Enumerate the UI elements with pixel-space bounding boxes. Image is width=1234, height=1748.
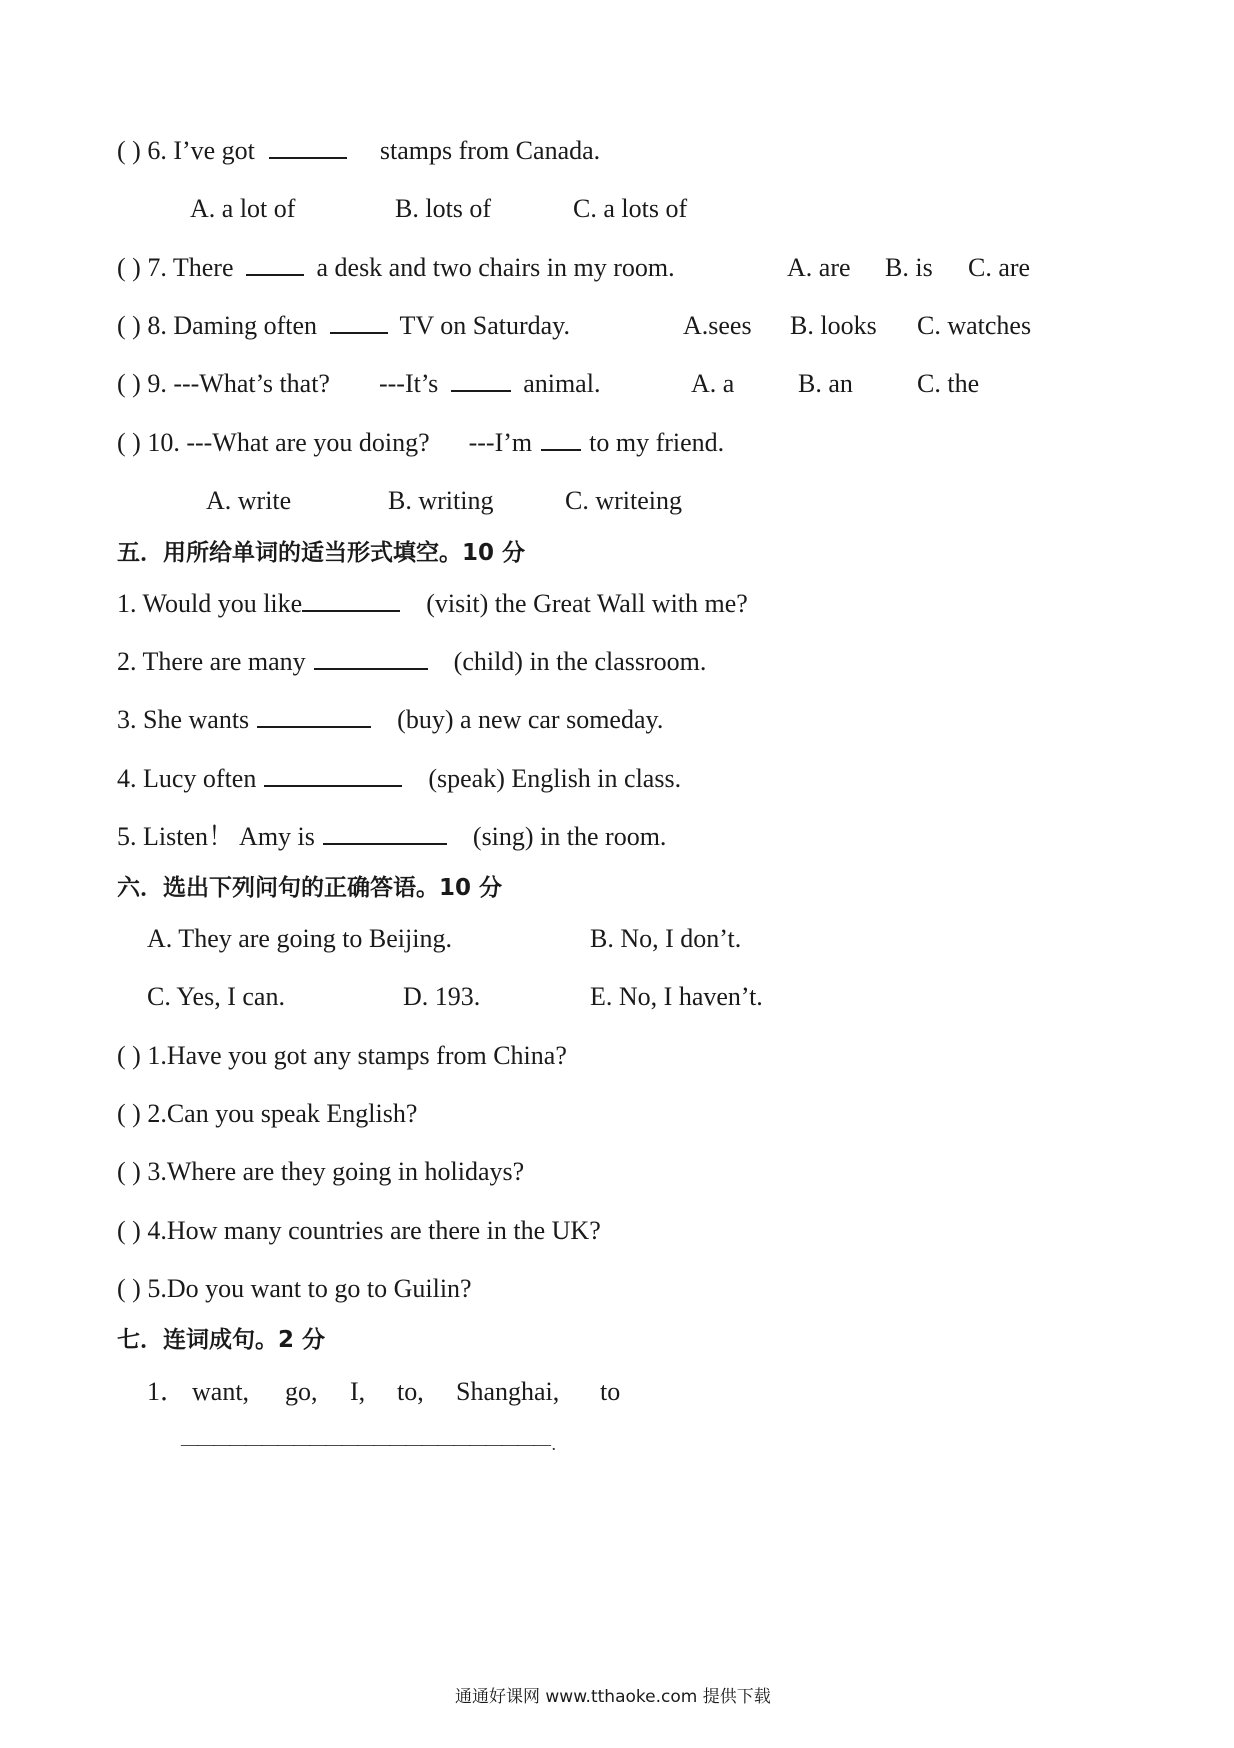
question-number: 6. [147,136,167,165]
match-question-4 [117,1216,601,1246]
answer-prefix: ---I’m [468,428,533,457]
fill-item-text: 5. Listen！ Amy is [117,822,315,851]
fill-item-text: 1. Would you like [117,589,303,618]
question-text: ---What are you doing? [186,428,430,457]
answer-prefix: ---It’s [378,369,439,398]
fill-item-text: 2. There are many [117,647,306,676]
section-5-heading: 五．用所给单词的适当形式填空。10 分 [117,540,526,566]
answer-paren: ( ) [117,428,141,457]
answer-paren: ( ) [117,311,141,340]
fill-item-text: 4. Lucy often [117,764,257,793]
answer-blank [269,137,347,159]
answer-line: ——————————————————————— . [181,1434,554,1454]
question-8 [117,311,570,341]
fill-blank [314,648,428,670]
option-c: C. writeing [565,486,682,515]
answer-blank [541,429,581,451]
option-c: C. the [917,369,980,398]
fill-item-3 [117,705,663,735]
answer-blank [330,312,388,334]
answer-paren: ( ) [117,1099,141,1128]
fill-item-text: 3. She wants [117,705,250,734]
match-question-2 [117,1099,417,1129]
word: Shanghai, [456,1377,560,1406]
answer-paren: ( ) [117,1157,141,1186]
answer-paren: ( ) [117,136,141,165]
option-a: A. write [206,486,292,515]
page-footer: 通通好课网 www.tthaoke.com 提供下载 [455,1687,771,1707]
answer-paren: ( ) [117,369,141,398]
answer-blank [246,254,304,276]
match-question-5 [117,1274,472,1304]
option-a: A.sees [683,311,752,340]
question-text-end: animal. [523,369,601,398]
fill-item-hint: (sing) in the room. [472,822,667,851]
option-a: A. are [787,253,851,282]
fill-item-2 [117,647,706,677]
question-number: 7. [147,253,167,282]
option-b: B. an [798,369,853,398]
answer-choice-a: A. They are going to Beijing. [147,924,452,953]
answer-choice-b: B. No, I don’t. [590,924,742,953]
word: go, [285,1377,318,1406]
match-question-text: 4.How many countries are there in the UK? [147,1216,601,1245]
answer-paren: ( ) [117,1274,141,1303]
fill-item-hint: (child) in the classroom. [453,647,707,676]
question-text: There [172,253,234,282]
fill-item-1 [117,589,748,619]
question-text: ---What’s that? [173,369,330,398]
match-question-text: 1.Have you got any stamps from China? [147,1041,567,1070]
question-10 [117,428,724,458]
fill-item-4 [117,764,681,794]
fill-blank [257,706,371,728]
option-a: A. a [691,369,735,398]
question-text-end: a desk and two chairs in my room. [316,253,675,282]
match-question-1 [117,1041,567,1071]
option-b: B. writing [388,486,494,515]
option-b: B. lots of [395,194,492,223]
match-question-text: 3.Where are they going in holidays? [147,1157,525,1186]
fill-blank [302,590,400,612]
answer-paren: ( ) [117,1041,141,1070]
answer-choice-e: E. No, I haven’t. [590,982,763,1011]
fill-item-5 [117,822,666,852]
option-c: C. watches [917,311,1032,340]
option-b: B. is [885,253,933,282]
option-a: A. a lot of [190,194,296,223]
question-6 [117,136,600,166]
section-7-heading: 七．连词成句。2 分 [117,1327,326,1353]
fill-item-hint: (buy) a new car someday. [397,705,664,734]
question-text-end: stamps from Canada. [379,136,601,165]
fill-blank [264,765,402,787]
answer-choice-c: C. Yes, I can. [147,982,285,1011]
match-question-3 [117,1157,524,1187]
answer-blank [451,370,511,392]
word: to, [397,1377,424,1406]
question-number: 10. [147,428,180,457]
fill-item-hint: (visit) the Great Wall with me? [426,589,748,618]
fill-blank [323,823,447,845]
word: I, [350,1377,366,1406]
section-6-heading: 六．选出下列问句的正确答语。10 分 [117,875,503,901]
option-c: C. a lots of [573,194,688,223]
question-7 [117,253,675,283]
question-9 [117,369,600,399]
word: want, [192,1377,250,1406]
question-text: I’ve got [173,136,255,165]
question-text-end: to my friend. [589,428,725,457]
match-question-text: 5.Do you want to go to Guilin? [147,1274,472,1303]
match-question-text: 2.Can you speak English? [147,1099,418,1128]
question-number: 8. [147,311,167,340]
item-number: 1． [147,1377,187,1406]
answer-paren: ( ) [117,253,141,282]
question-text: Daming often [173,311,318,340]
option-c: C. are [968,253,1031,282]
answer-paren: ( ) [117,1216,141,1245]
fill-item-hint: (speak) English in class. [428,764,682,793]
option-b: B. looks [790,311,877,340]
question-text-end: TV on Saturday. [399,311,570,340]
word: to [600,1377,621,1406]
answer-choice-d: D. 193. [403,982,481,1011]
question-number: 9. [147,369,167,398]
